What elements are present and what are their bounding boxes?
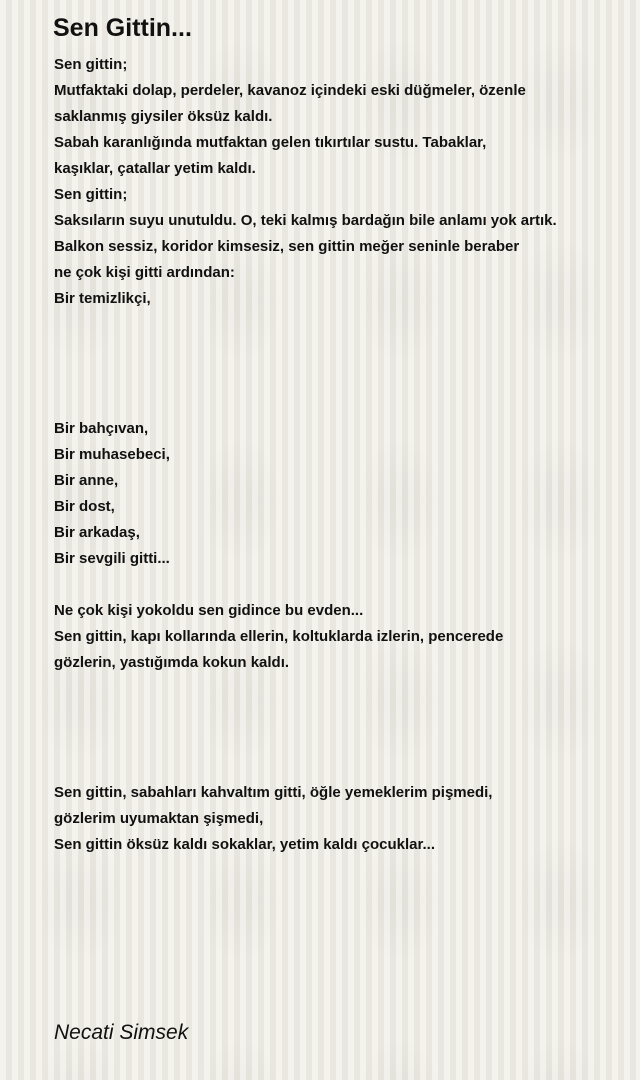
poem-line: Bir sevgili gitti... bbox=[54, 550, 170, 567]
poem-line: gözlerin, yastığımda kokun kaldı. bbox=[54, 654, 290, 671]
stanza-4 bbox=[54, 780, 624, 858]
poem-line: kaşıklar, çatallar yetim kaldı. bbox=[54, 160, 256, 177]
poem-line: ne çok kişi gitti ardından: bbox=[54, 264, 235, 281]
poem-line: Bir temizlikçi, bbox=[54, 290, 151, 307]
stanza-spacer bbox=[54, 312, 624, 416]
poem-title: Sen Gittin... bbox=[53, 14, 192, 42]
poem-line: Sen gittin, kapı kollarında ellerin, koltuklarda izlerin, pencerede bbox=[54, 628, 504, 645]
stanza-spacer bbox=[54, 572, 624, 598]
stanza-1 bbox=[54, 52, 624, 312]
poem-line: Saksıların suyu unutuldu. O, teki kalmış bardağın bile anlamı yok artık. bbox=[54, 212, 557, 229]
poem-body bbox=[54, 52, 624, 858]
poem-line: Bir anne, bbox=[54, 472, 119, 489]
poem-line: saklanmış giysiler öksüz kaldı. bbox=[54, 108, 273, 125]
poem-line: Sen gittin, sabahları kahvaltım gitti, öğle yemeklerim pişmedi, bbox=[54, 784, 493, 801]
poem-line: Sen gittin öksüz kaldı sokaklar, yetim kaldı çocuklar... bbox=[54, 836, 435, 853]
poem-line: Sen gittin; bbox=[54, 56, 128, 73]
poem-line: Bir arkadaş, bbox=[54, 524, 140, 541]
stanza-spacer bbox=[54, 676, 624, 780]
poem-line: Bir muhasebeci, bbox=[54, 446, 170, 463]
poem-line: Balkon sessiz, koridor kimsesiz, sen gittin meğer seninle beraber bbox=[54, 238, 520, 255]
poem-author: Necati Simsek bbox=[54, 1021, 189, 1044]
poem-line: Ne çok kişi yokoldu sen gidince bu evden... bbox=[54, 602, 364, 619]
poem-line: Sabah karanlığında mutfaktan gelen tıkırtılar sustu. Tabaklar, bbox=[54, 134, 487, 151]
poem-line: Bir bahçıvan, bbox=[54, 420, 149, 437]
stanza-2 bbox=[54, 416, 624, 572]
poem-line: gözlerim uyumaktan şişmedi, bbox=[54, 810, 264, 827]
poem-line: Mutfaktaki dolap, perdeler, kavanoz içindeki eski düğmeler, özenle bbox=[54, 82, 526, 99]
stanza-3 bbox=[54, 598, 624, 676]
poem-line: Bir dost, bbox=[54, 498, 115, 515]
poem-line: Sen gittin; bbox=[54, 186, 128, 203]
